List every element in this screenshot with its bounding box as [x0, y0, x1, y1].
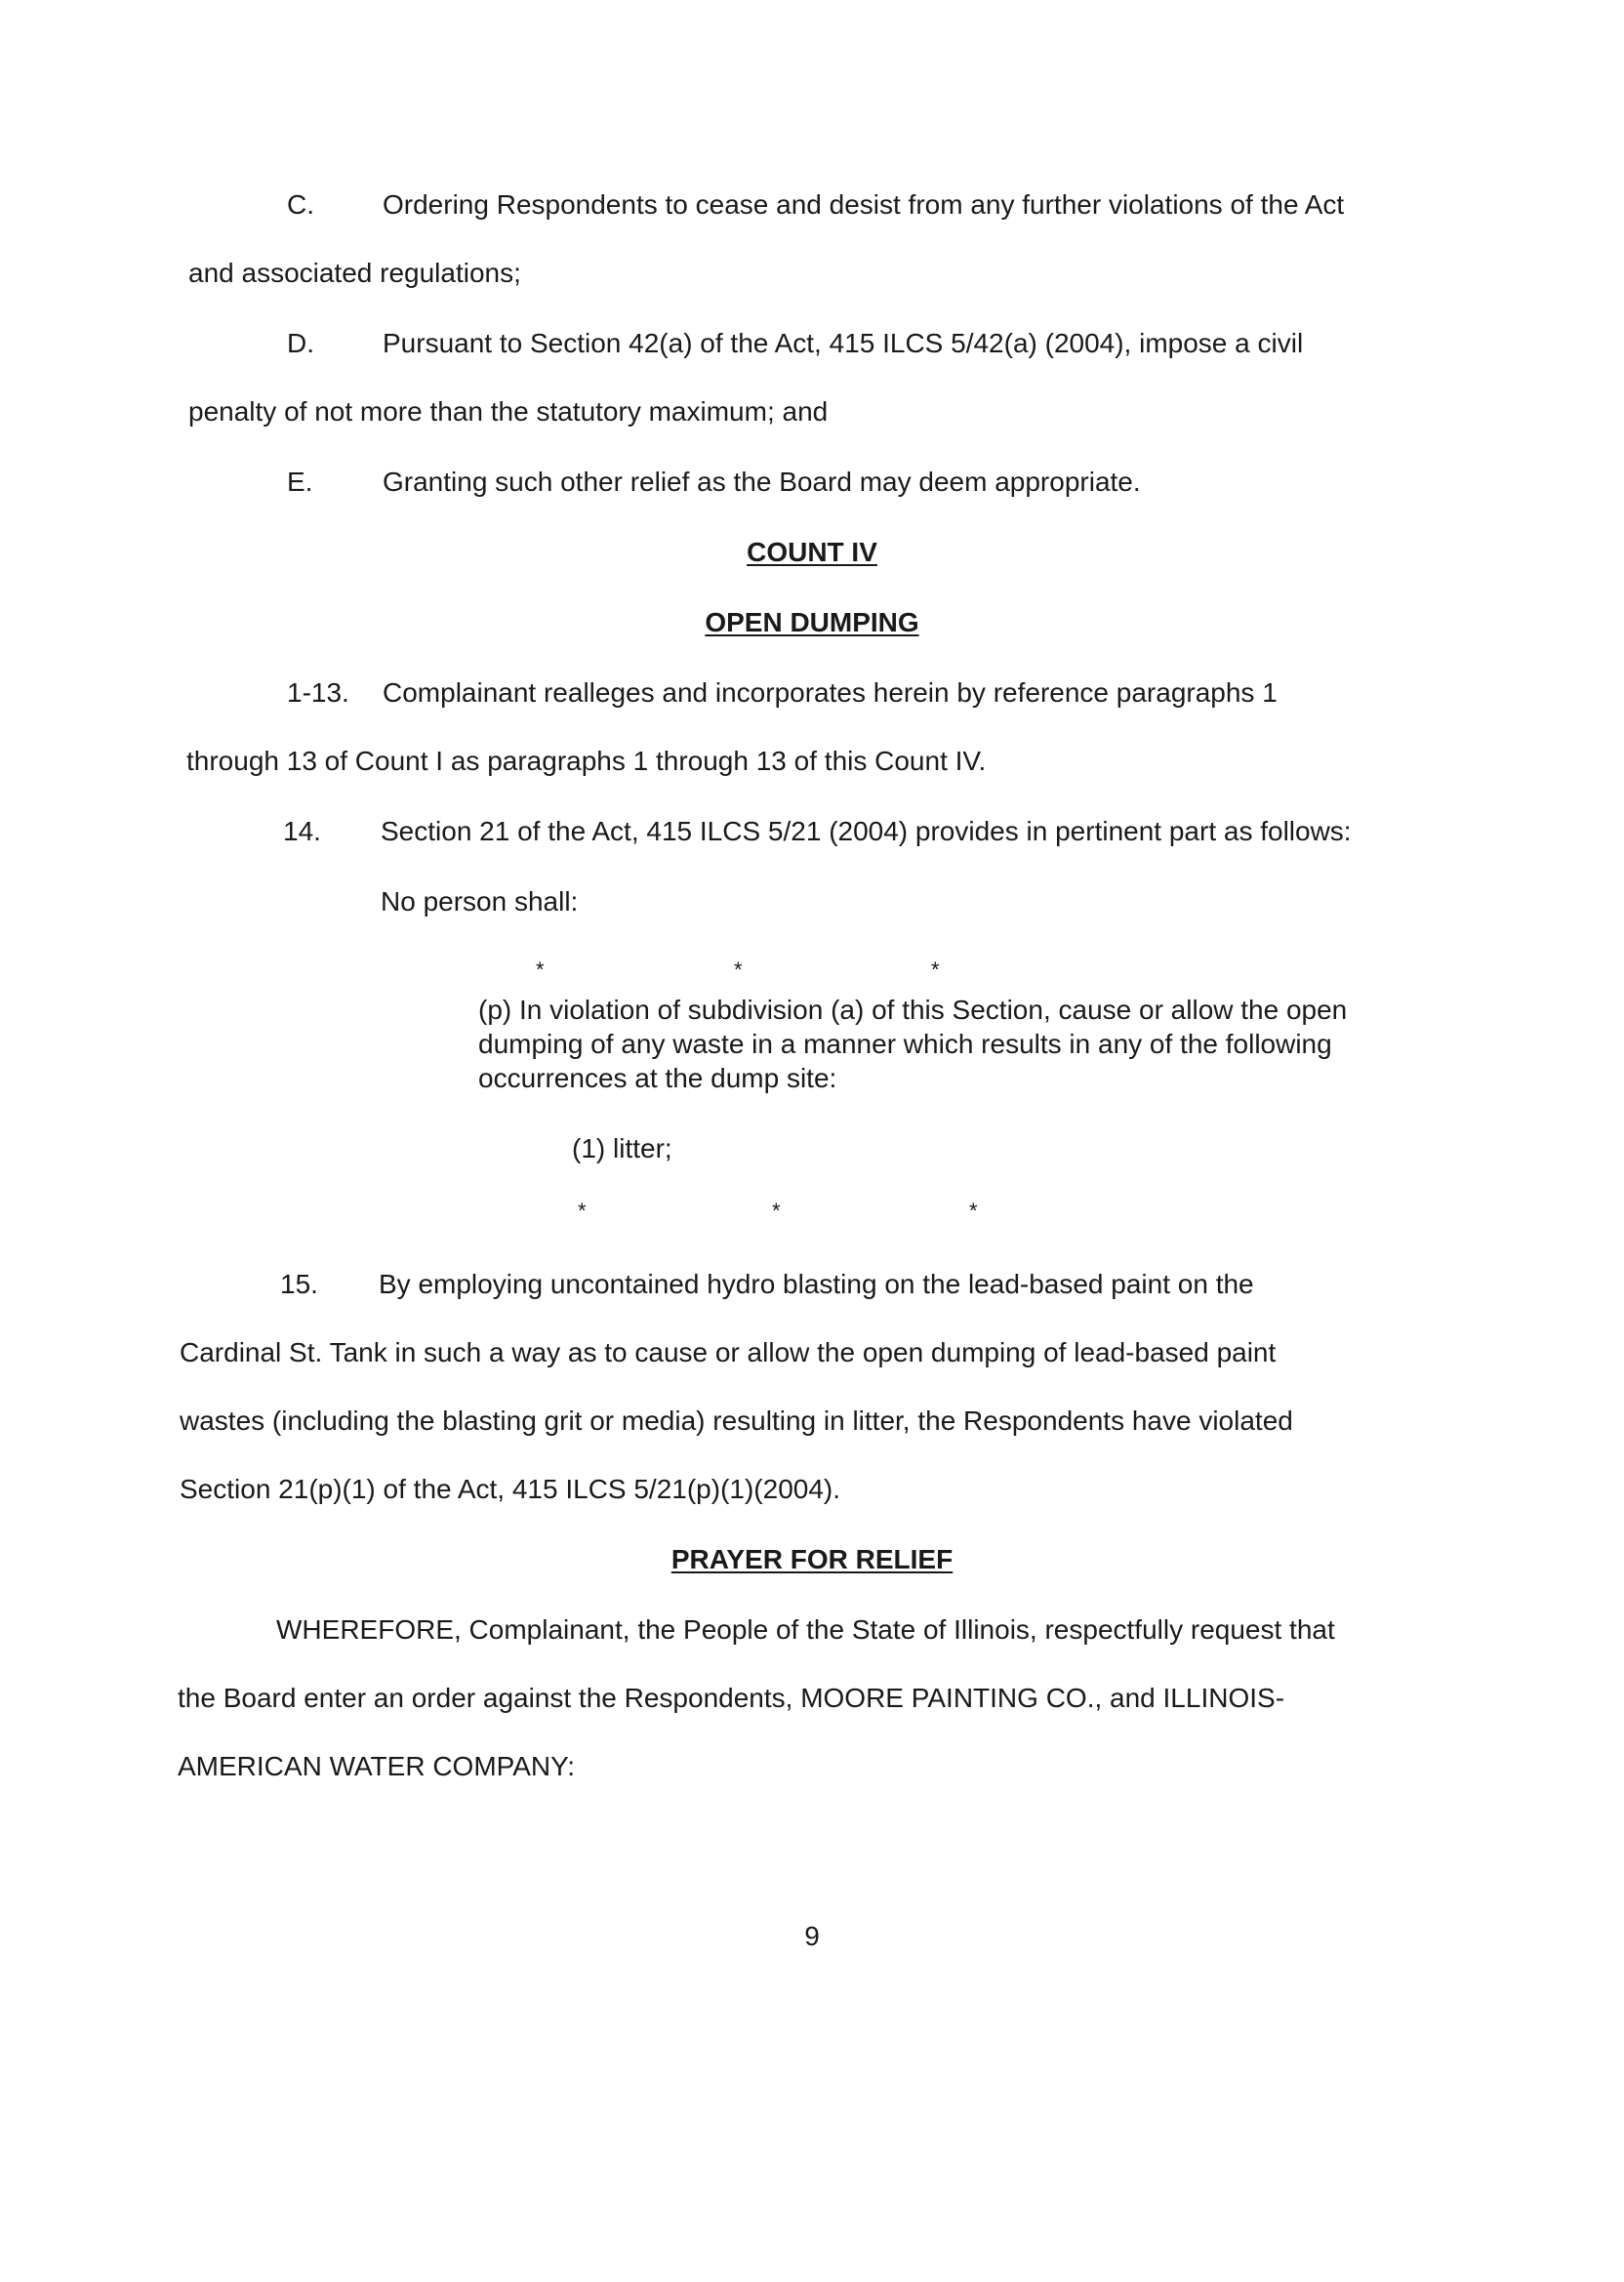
item-c-text-line1: Ordering Respondents to cease and desist from any further violations of the Act: [383, 189, 1345, 220]
para-14-line1: Section 21 of the Act, 415 ILCS 5/21 (2004) provides in pertinent part as follows:: [381, 816, 1352, 846]
quote-p-line2: dumping of any waste in a manner which results in any of the following: [478, 1029, 1332, 1059]
ellipsis-star: *: [772, 1199, 781, 1223]
ellipsis-star: *: [734, 958, 743, 982]
para-15-line4: Section 21(p)(1) of the Act, 415 ILCS 5/21(p)(1)(2004).: [180, 1474, 841, 1504]
ellipsis-star: *: [931, 958, 940, 982]
count-subheading-text: OPEN DUMPING: [705, 607, 919, 637]
item-d-label: D.: [287, 328, 314, 358]
para-15-label: 15.: [280, 1269, 318, 1299]
ellipsis-star: *: [969, 1199, 978, 1223]
ellipsis-star: *: [578, 1199, 587, 1223]
item-c-text-line2: and associated regulations;: [188, 258, 521, 288]
ellipsis-bottom: [0, 1200, 1624, 1223]
item-d-text-line2: penalty of not more than the statutory maximum; and: [188, 396, 829, 427]
wherefore-line1: WHEREFORE, Complainant, the People of the State of Illinois, respectfully request that: [276, 1614, 1335, 1645]
wherefore-line2: the Board enter an order against the Respondents, MOORE PAINTING CO., and ILLINOIS-: [178, 1683, 1285, 1713]
quote-p-line3: occurrences at the dump site:: [478, 1063, 837, 1093]
page-number: 9: [804, 1921, 820, 1951]
para-1-13-label: 1-13.: [287, 677, 349, 708]
quote-litter: (1) litter;: [572, 1133, 672, 1163]
prayer-heading-text: PRAYER FOR RELIEF: [670, 1544, 954, 1574]
para-15-line2: Cardinal St. Tank in such a way as to cause or allow the open dumping of lead-based paint: [180, 1337, 1277, 1367]
ellipsis-top: [0, 958, 1624, 982]
wherefore-line3: AMERICAN WATER COMPANY:: [178, 1751, 576, 1781]
para-14-label: 14.: [283, 816, 321, 846]
para-15-line3: wastes (including the blasting grit or media) resulting in litter, the Respondents have violated: [180, 1406, 1293, 1436]
item-d-text-line1: Pursuant to Section 42(a) of the Act, 415 ILCS 5/42(a) (2004), impose a civil: [383, 328, 1304, 358]
para-15-line1: By employing uncontained hydro blasting on the lead-based paint on the: [379, 1269, 1254, 1299]
ellipsis-star: *: [536, 958, 545, 982]
para-14-line2: No person shall:: [381, 886, 579, 917]
count-subheading: [0, 606, 1624, 639]
para-1-13-line1: Complainant realleges and incorporates herein by reference paragraphs 1: [383, 677, 1278, 708]
quote-p-line1: (p) In violation of subdivision (a) of this Section, cause or allow the open: [478, 995, 1348, 1025]
item-c-label: C.: [287, 189, 314, 220]
count-heading-text: COUNT IV: [747, 537, 877, 567]
item-e-text-line1: Granting such other relief as the Board may deem appropriate.: [383, 467, 1141, 497]
item-e-label: E.: [287, 467, 313, 497]
count-heading: [0, 536, 1624, 569]
prayer-heading: [0, 1543, 1624, 1576]
para-1-13-line2: through 13 of Count I as paragraphs 1 through 13 of this Count IV.: [186, 746, 987, 776]
